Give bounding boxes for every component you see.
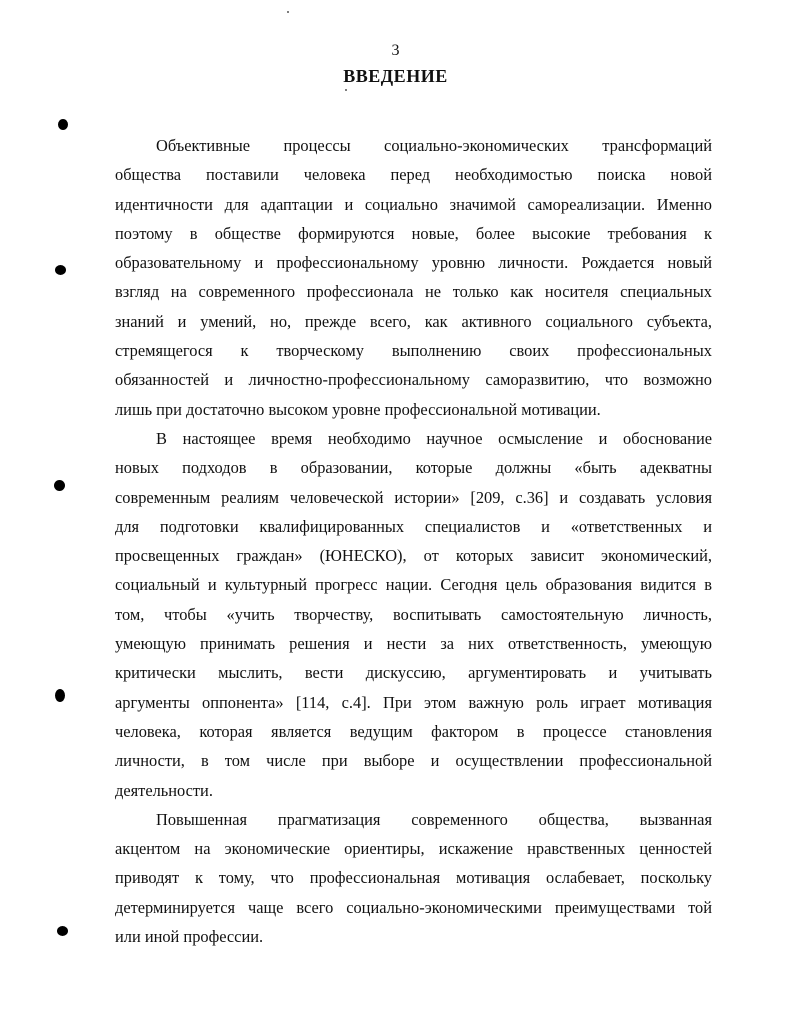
text-line: критически мыслить, вести дискуссию, аргументировать и учитывать	[115, 663, 712, 683]
text-line: просвещенных граждан» (ЮНЕСКО), от которых зависит экономический,	[115, 546, 712, 566]
text-line: стремящегося к творческому выполнению своих профессиональных	[115, 341, 712, 361]
paragraph	[115, 424, 712, 805]
text-line: поэтому в обществе формируются новые, более высокие требования к	[115, 223, 712, 243]
text-line: знаний и умений, но, прежде всего, как активного социального субъекта,	[115, 311, 712, 331]
text-line: приводят к тому, что профессиональная мотивация ослабевает, поскольку	[115, 868, 712, 888]
text-line: деятельности.	[115, 780, 213, 800]
body-text	[115, 131, 712, 951]
page-title: ВВЕДЕНИЕ	[343, 66, 448, 86]
scan-mark	[54, 480, 65, 491]
text-line: акцентом на экономические ориентиры, искажение нравственных ценностей	[115, 839, 712, 859]
text-line: или иной профессии.	[115, 927, 264, 947]
text-line: Повышенная прагматизация современного общества, вызванная	[156, 809, 712, 829]
scan-mark	[57, 926, 68, 936]
text-line: общества поставили человека перед необходимостью поиска новой	[115, 165, 712, 185]
scan-mark	[55, 265, 66, 275]
text-line: для подготовки квалифицированных специалистов и «ответственных и	[115, 516, 712, 536]
scan-mark	[58, 119, 68, 130]
text-line: Объективные процессы социально-экономических трансформаций	[156, 136, 712, 155]
paragraph	[115, 805, 712, 951]
text-line: идентичности для адаптации и социально значимой самореализации. Именно	[115, 194, 712, 214]
text-line: том, чтобы «учить творчеству, воспитывать самостоятельную личность,	[115, 604, 712, 624]
text-line: современным реалиям человеческой истории» [209, с.36] и создавать условия	[115, 487, 712, 507]
page-number: 3	[391, 42, 400, 59]
text-line: новых подходов в образовании, которые должны «быть адекватны	[115, 458, 712, 478]
text-line: личности, в том числе при выборе и осуществлении профессиональной	[115, 751, 712, 771]
scan-mark	[55, 689, 65, 702]
text-line: взгляд на современного профессионала не только как носителя специальных	[115, 282, 712, 302]
text-line: детерминируется чаще всего социально-экономическими преимуществами той	[115, 897, 712, 917]
text-line: лишь при достаточно высоком уровне профессиональной мотивации.	[115, 399, 601, 419]
text-line: человека, которая является ведущим фактором в процессе становления	[115, 721, 712, 741]
text-line: аргументы оппонента» [114, с.4]. При этом важную роль играет мотивация	[115, 692, 712, 712]
text-line: умеющую принимать решения и нести за них ответственность, умеющую	[115, 634, 712, 654]
text-line: образовательному и профессиональному уровню личности. Рождается новый	[115, 253, 712, 273]
paragraph	[115, 131, 712, 424]
text-line: социальный и культурный прогресс нации. Сегодня цель образования видится в	[115, 575, 712, 595]
text-line: В настоящее время необходимо научное осмысление и обоснование	[156, 428, 712, 448]
scan-speck	[345, 89, 347, 91]
scan-speck	[287, 11, 289, 13]
text-line: обязанностей и личностно-профессиональному саморазвитию, что возможно	[115, 370, 712, 390]
